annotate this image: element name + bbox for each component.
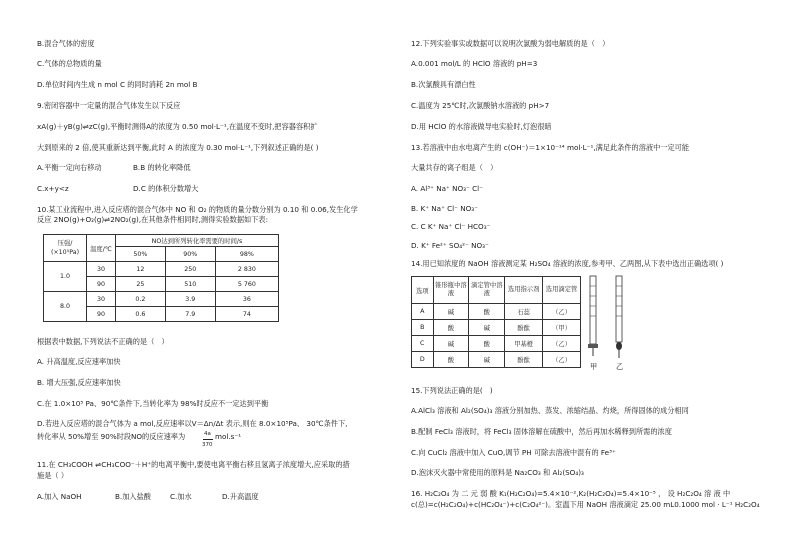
question-9-stem: 9.密闭容器中一定量的混合气体发生以下反应 [37, 101, 181, 110]
table-row [412, 336, 581, 352]
table-header: 滴定管中溶液 [469, 277, 505, 304]
table-cell: 甲基橙 [505, 336, 543, 352]
question-13-option-a: A. Al³⁺ Na⁺ NO₃⁻ Cl⁻ [411, 184, 483, 193]
table-header: 锥形瓶中溶液 [433, 277, 469, 304]
table-cell: 7.9 [165, 307, 215, 322]
conversion-time-table [43, 234, 279, 322]
question-15-option-a: A.AlCl₃ 溶液和 Al₂(SO₄)₃ 溶液分别加热、蒸发、浓缩结晶、灼烧，所得固体的成分相同 [411, 406, 689, 415]
question-11-option-b: B.加入盐酸 [115, 492, 151, 501]
table-row [412, 320, 581, 336]
text-line: C.气体的总物质的量 [37, 59, 102, 68]
table-header: NO达到所列转化率需要的时间/s [116, 235, 279, 247]
table-cell: B [412, 320, 434, 336]
table-cell: 30 [87, 292, 116, 307]
table-header: 选用指示剂 [505, 277, 543, 304]
burette-figures [582, 272, 642, 372]
table-header: 选用滴定管 [543, 277, 581, 304]
question-13-stem: 大量共存的离子组是（ ） [411, 163, 498, 172]
question-9-option-a: A.平衡一定向右移动 [37, 163, 102, 172]
table-row [44, 292, 279, 307]
table-cell: 510 [165, 277, 215, 292]
table-cell: 5 760 [215, 277, 278, 292]
fraction-bar [203, 439, 213, 440]
question-15-stem: 15.下列说法正确的是( ) [411, 386, 493, 395]
table-cell: 碱 [433, 336, 469, 352]
question-10-stem: 10.某工业流程中,进入反应塔的混合气体中 NO 和 O₂ 的物质的量分数分别为 0.10 和 0.06,发生化学 [37, 205, 358, 214]
table-cell: 酚酞 [505, 320, 543, 336]
question-10-stem: 反应 2NO(g)+O₂(g)⇌2NO₂(g),在其他条件相同时,测得实验数据如下表: [37, 215, 269, 224]
question-13-option-c: C. C K⁺ Na⁺ Cl⁻ HCO₃⁻ [411, 222, 491, 231]
table-cell: 25 [116, 277, 166, 292]
table-cell: 3.9 [165, 292, 215, 307]
table-header: 90% [165, 247, 215, 262]
table-cell: 90 [87, 307, 116, 322]
figure-label-yi: 乙 [616, 362, 624, 371]
question-10-option-d: 转化率从 50%增至 90%时段NO的反应速率为 [37, 432, 186, 441]
question-11-option-d: D.升高温度 [222, 492, 259, 501]
question-12-stem: 12.下列实验事实或数据可以说明次氯酸为弱电解质的是（ ） [411, 39, 610, 48]
table-cell: 碱 [469, 352, 505, 368]
question-12-option-b: B.次氯酸具有漂白性 [411, 80, 476, 89]
table-cell: （乙） [543, 304, 581, 320]
table-cell: 石蕊 [505, 304, 543, 320]
table-cell: A [412, 304, 434, 320]
table-cell: 酸 [469, 304, 505, 320]
table-row [44, 262, 279, 277]
fraction-denominator: 370 [202, 442, 213, 448]
table-cell: 碱 [433, 304, 469, 320]
question-15-option-d: D.泡沫灭火器中常使用的原料是 Na₂CO₃ 和 Al₂(SO₄)₃ [411, 468, 584, 477]
table-cell: 0.6 [116, 307, 166, 322]
question-12-option-a: A.0.001 mol/L 的 HClO 溶液的 pH=3 [411, 59, 538, 68]
question-16-stem: c(总)=c(H₂C₂O₄)+c(HC₂O₄⁻)+c(C₂O₄²⁻)。室温下用 NaOH 溶液滴定 25.00 mL0.1000 mol · L⁻¹ H₂C₂O₄ [411, 500, 760, 509]
question-12-option-c: C.温度为 25℃时,次氯酸钠水溶液的 pH>7 [411, 101, 550, 110]
question-11-option-a: A.加入 NaOH [37, 492, 82, 501]
table-cell: 8.0 [44, 292, 87, 322]
table-cell: （甲） [543, 320, 581, 336]
table-row [412, 352, 581, 368]
table-header: 98% [215, 247, 278, 262]
table-cell: 酚酞 [505, 352, 543, 368]
base-burette-yi-icon [616, 276, 622, 358]
question-9-stem: 大到原来的 2 倍,使其重新达到平衡,此时 A 的浓度为 0.30 mol·L⁻¹,下列叙述正确的是( ) [37, 143, 319, 152]
table-cell: 74 [215, 307, 278, 322]
question-11-stem: 11.在 CH₃COOH ⇌CH₃COO⁻＋H⁺的电离平衡中,要使电离平衡右移且氢离子浓度增大,应采取的措 [37, 460, 350, 469]
question-12-option-d: D.用 HClO 的水溶液做导电实验时,灯泡很暗 [411, 122, 552, 131]
acid-burette-jia-icon [588, 276, 598, 356]
table-header: 50% [116, 247, 166, 262]
question-15-option-b: B.配制 FeCl₃ 溶液时，将 FeCl₃ 固体溶解在硫酸中，然后再加水稀释到所需的浓度 [411, 427, 672, 436]
question-10-option-b: B. 增大压强,反应速率加快 [37, 378, 121, 387]
table-cell: 30 [87, 262, 116, 277]
table-header-row [412, 277, 581, 304]
fraction-numerator: 4a [204, 431, 211, 437]
question-9-option-c: C.x+y<z [37, 184, 69, 193]
table-header: 压强/ (×10⁵Pa) [44, 235, 87, 262]
table-cell: 酸 [433, 352, 469, 368]
question-10-option-c: C.在 1.0×10⁵ Pa、90℃条件下,当转化率为 98%时反应不一定达到平衡 [37, 399, 269, 408]
table-cell: （乙） [543, 352, 581, 368]
figure-label-jia: 甲 [590, 362, 598, 371]
table-cell: 1.0 [44, 262, 87, 292]
question-13-option-d: D. K⁺ Fe²⁺ SO₄²⁻ NO₃⁻ [411, 241, 489, 250]
table-cell: 酸 [433, 320, 469, 336]
titration-options-table [411, 276, 581, 368]
question-9-stem: xA(g)＋yB(g)⇌zC(g),平衡时测得A的浓度为 0.50 mol·L⁻¹,在温度不变时,把容器容积扩 [37, 122, 318, 131]
text-line: D.单位时间内生成 n mol C 的同时消耗 2n mol B [37, 80, 198, 89]
table-cell: D [412, 352, 434, 368]
table-cell: 250 [165, 262, 215, 277]
question-10-prompt: 根据表中数据,下列说法不正确的是（ ） [37, 337, 169, 346]
question-13-stem: 13.若溶液中由水电离产生的 c(OH⁻)＝1×10⁻¹⁴ mol·L⁻¹,满足此条件的溶液中一定可能 [411, 143, 690, 152]
table-row [412, 304, 581, 320]
table-cell: 0.2 [116, 292, 166, 307]
table-cell: 12 [116, 262, 166, 277]
question-11-stem: 施是（ ） [37, 471, 69, 480]
question-10-option-a: A. 升高温度,反应速率加快 [37, 357, 121, 366]
question-14-stem: 14.用已知浓度的 NaOH 溶液测定某 H₂SO₄ 溶液的浓度,参考甲、乙两图,从下表中选出正确选项( ) [411, 259, 724, 268]
question-10-option-d: D.若进入反应塔的混合气体为 a mol,反应速率以V＝Δn/Δt 表示,则在 8.0×10⁵Pa、 30℃条件下, [37, 419, 348, 428]
table-cell: 酸 [469, 336, 505, 352]
question-11-option-c: C.加水 [170, 492, 192, 501]
table-cell: （乙） [543, 336, 581, 352]
table-cell: C [412, 336, 434, 352]
question-9-option-d: D.C 的体积分数增大 [133, 184, 199, 193]
table-cell: 2 830 [215, 262, 278, 277]
question-13-option-b: B. K⁺ Na⁺ Cl⁻ NO₃⁻ [411, 204, 478, 213]
table-header: 选项 [412, 277, 434, 304]
text-line: B.混合气体的密度 [37, 39, 95, 48]
question-9-option-b: B.B 的转化率降低 [133, 163, 191, 172]
table-cell: 36 [215, 292, 278, 307]
question-16-stem: 16. H₂C₂O₄ 为 二 元 弱 酸 K₁(H₂C₂O₄)=5.4×10⁻²,K₂(H₂C₂O₄)=5.4×10⁻⁵ ， 设 H₂C₂O₄ 溶 液 中 [411, 489, 731, 498]
table-cell: 90 [87, 277, 116, 292]
table-header: 温度/℃ [87, 235, 116, 262]
question-15-option-c: C.向 CuCl₂ 溶液中加入 CuO,调节 PH 可除去溶液中混有的 Fe³⁺ [411, 448, 616, 457]
table-cell: 碱 [469, 320, 505, 336]
unit-label: mol.s⁻¹ [215, 432, 242, 441]
